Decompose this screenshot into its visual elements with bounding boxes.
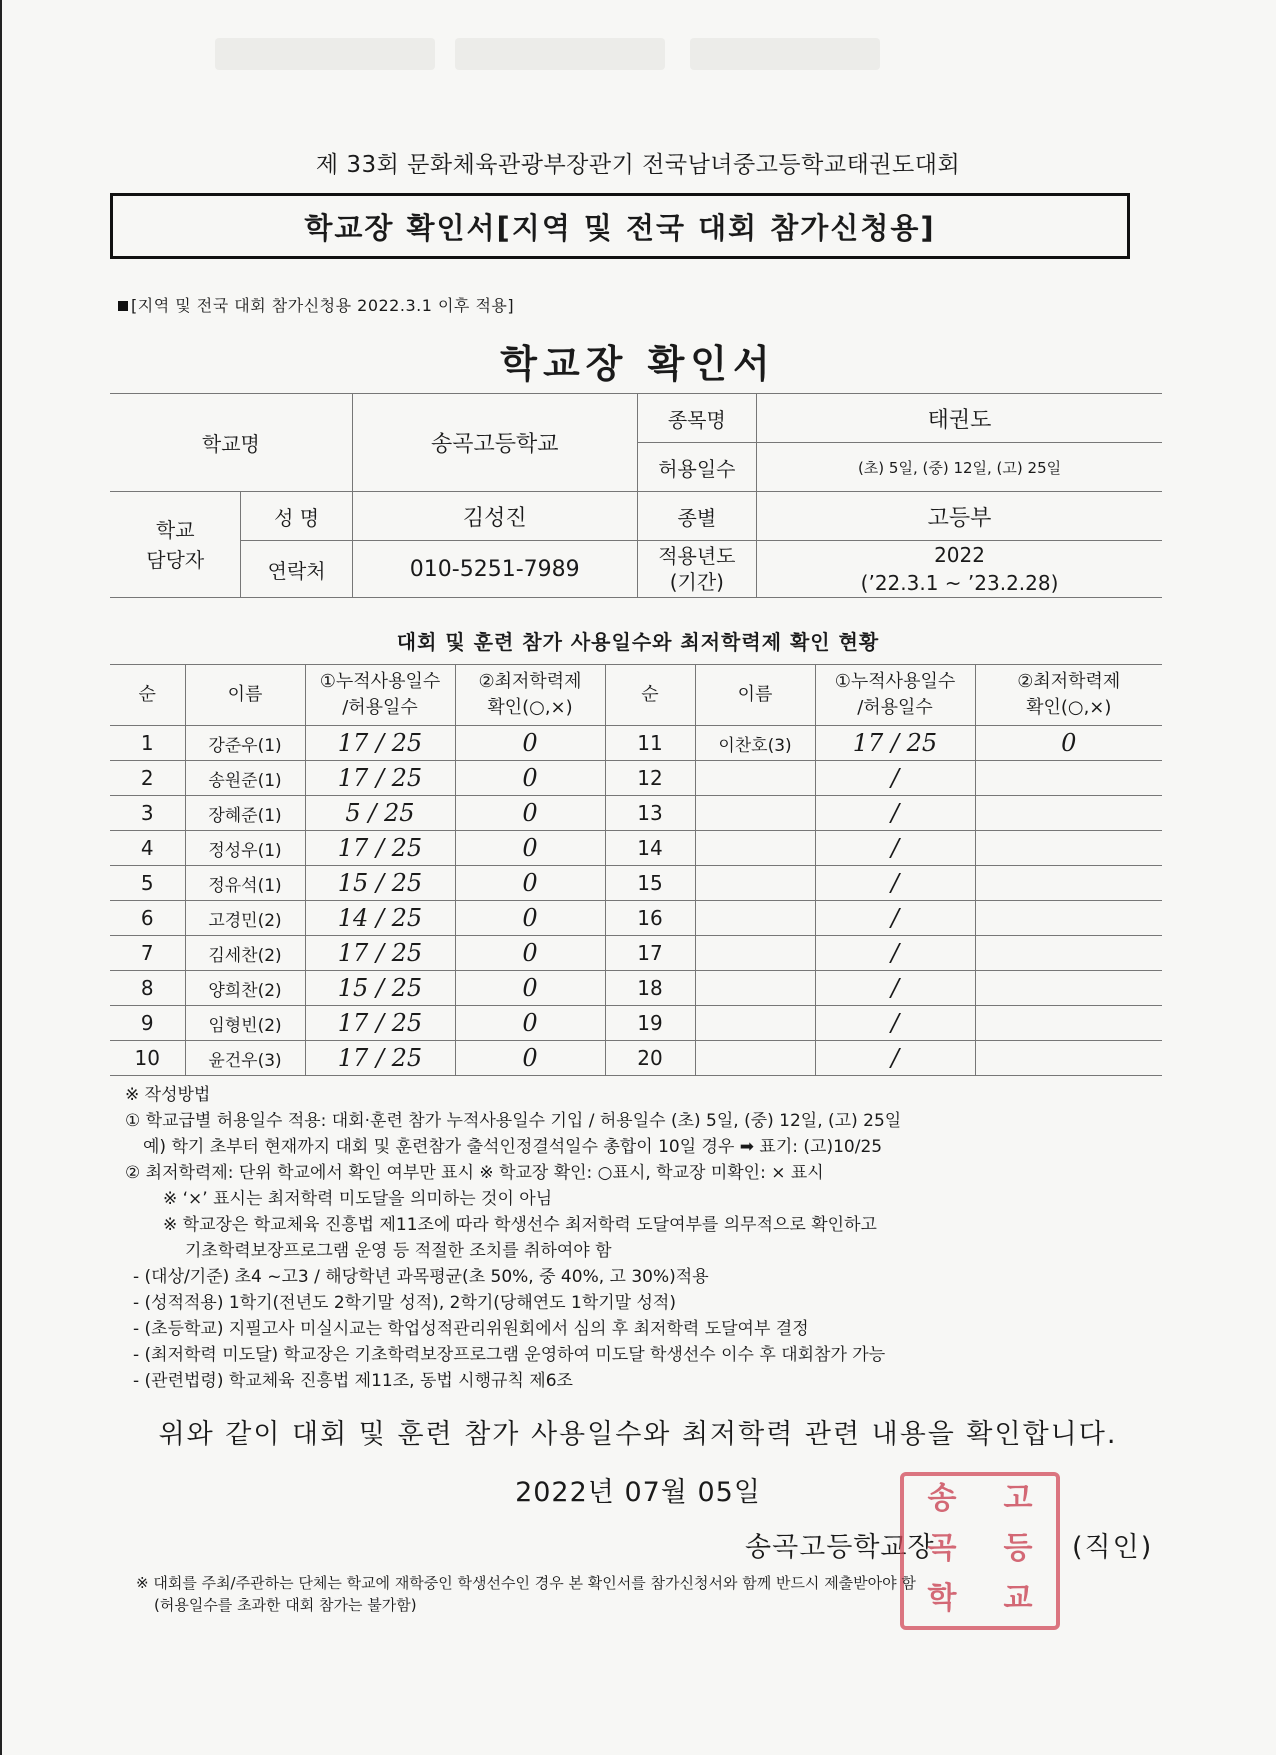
check-handwritten	[975, 936, 1162, 971]
period-label-line-2: (기간)	[669, 570, 724, 594]
note-2c: 기초학력보장프로그램 운영 등 적절한 조치를 취하여야 함	[185, 1241, 612, 1261]
student-name: 송원준(1)	[185, 761, 305, 796]
row-no: 15	[605, 866, 695, 901]
manager-label-line-1: 학교	[155, 517, 195, 542]
check-handwritten: 0	[455, 796, 605, 831]
footnote-line-2: (허용일수를 초과한 대회 참가는 불가함)	[154, 1596, 417, 1614]
student-name: 강준우(1)	[185, 726, 305, 761]
check-handwritten	[975, 796, 1162, 831]
student-name	[695, 866, 815, 901]
col-days-header-line-2: /허용일수	[342, 697, 418, 718]
check-handwritten	[975, 1006, 1162, 1041]
col-name-header: 이름	[185, 665, 305, 726]
check-handwritten: 0	[975, 726, 1162, 761]
check-handwritten: 0	[455, 1041, 605, 1076]
period-range: (’22.3.1 ~ ’23.2.28)	[860, 571, 1059, 595]
note-1: ① 학교급별 허용일수 적용: 대회·훈련 참가 누적사용일수 기입 / 허용일수 (초) 5일, (중) 12일, (고) 25일	[125, 1111, 902, 1131]
form-title-box	[110, 193, 1130, 259]
student-name: 김세찬(2)	[185, 936, 305, 971]
days-handwritten: /	[815, 936, 975, 971]
notice-text: [지역 및 전국 대회 참가신청용 2022.3.1 이후 적용]	[131, 296, 515, 315]
col-check-header-right-line-2: 확인(○,×)	[1026, 697, 1112, 718]
days-handwritten: 17 / 25	[305, 1006, 455, 1041]
col-check-header	[455, 665, 605, 726]
table-row	[110, 726, 1162, 761]
instructions	[125, 1082, 1170, 1394]
check-handwritten: 0	[455, 831, 605, 866]
period-label	[637, 541, 756, 598]
row-no: 19	[605, 1006, 695, 1041]
status-header-row	[110, 665, 1162, 726]
row-no: 7	[110, 936, 185, 971]
seal-char: 곡	[927, 1531, 957, 1566]
note-dash-2: - (성적적용) 1학기(전년도 2학기말 성적), 2학기(당해연도 1학기말 성적)	[133, 1293, 676, 1313]
table-row	[110, 936, 1162, 971]
note-dash-4: - (최저학력 미도달) 학교장은 기초학력보장프로그램 운영하여 미도달 학생선수 이수 후 대회참가 가능	[133, 1345, 886, 1365]
days-handwritten: 15 / 25	[305, 866, 455, 901]
seal-label: (직인)	[1072, 1532, 1154, 1563]
name-value: 김성진	[352, 492, 637, 541]
days-handwritten: 17 / 25	[305, 936, 455, 971]
row-no: 2	[110, 761, 185, 796]
check-handwritten: 0	[455, 901, 605, 936]
student-name	[695, 936, 815, 971]
col-days-header-right	[815, 665, 975, 726]
division-value: 고등부	[757, 492, 1162, 541]
row-no: 18	[605, 971, 695, 1006]
col-check-header-line-2: 확인(○,×)	[487, 697, 573, 718]
student-name	[695, 1006, 815, 1041]
note-dash-1: - (대상/기준) 초4 ~고3 / 해당학년 과목평균(초 50%, 중 40%, 고 30%)적용	[133, 1267, 709, 1287]
name-label: 성 명	[241, 492, 352, 541]
table-row	[110, 761, 1162, 796]
note-dash-3: - (초등학교) 지필고사 미실시교는 학업성적관리위원회에서 심의 후 최저학력 도달여부 결정	[133, 1319, 809, 1339]
division-label: 종별	[637, 492, 756, 541]
seal-char: 등	[1003, 1531, 1033, 1566]
col-check-header-right-line-1: ②최저학력제	[1017, 671, 1121, 692]
allowed-days-value: (초) 5일, (중) 12일, (고) 25일	[757, 443, 1162, 492]
contact-label: 연락처	[241, 541, 352, 598]
check-handwritten	[975, 866, 1162, 901]
notice	[118, 293, 514, 316]
row-no: 12	[605, 761, 695, 796]
student-name: 정성우(1)	[185, 831, 305, 866]
note-2: ② 최저학력제: 단위 학교에서 확인 여부만 표시 ※ 학교장 확인: ○표시, 학교장 미확인: × 표시	[125, 1163, 824, 1183]
row-no: 9	[110, 1006, 185, 1041]
year-value: 2022	[934, 543, 985, 567]
days-handwritten: /	[815, 866, 975, 901]
seal-char: 교	[1003, 1581, 1033, 1616]
check-handwritten: 0	[455, 866, 605, 901]
student-name: 임형빈(2)	[185, 1006, 305, 1041]
student-name: 정유석(1)	[185, 866, 305, 901]
student-name	[695, 1041, 815, 1076]
col-name-header-right: 이름	[695, 665, 815, 726]
student-name	[695, 971, 815, 1006]
signer-name: 송곡고등학교장	[745, 1532, 935, 1563]
table-row	[110, 831, 1162, 866]
note-2a: ※ ‘×’ 표시는 최저학력 미도달을 의미하는 것이 아님	[163, 1189, 553, 1209]
row-no: 6	[110, 901, 185, 936]
row-no: 3	[110, 796, 185, 831]
footnote-line-1: ※ 대회를 주최/주관하는 단체는 학교에 재학중인 학생선수인 경우 본 확인서를 참가신청서와 함께 반드시 제출받아야 함	[136, 1574, 916, 1592]
scan-smudge	[455, 38, 665, 70]
row-no: 17	[605, 936, 695, 971]
col-no-header-right: 순	[605, 665, 695, 726]
row-no: 5	[110, 866, 185, 901]
period-value	[757, 541, 1162, 598]
allowed-days-label: 허용일수	[637, 443, 756, 492]
table-row	[110, 1041, 1162, 1076]
days-handwritten: 17 / 25	[305, 1041, 455, 1076]
issue-date: 2022년 07월 05일	[515, 1477, 761, 1508]
footnote	[136, 1572, 1176, 1616]
student-name	[695, 901, 815, 936]
row-no: 1	[110, 726, 185, 761]
col-days-header	[305, 665, 455, 726]
table-row	[110, 866, 1162, 901]
check-handwritten: 0	[455, 971, 605, 1006]
days-handwritten: 5 / 25	[305, 796, 455, 831]
info-table	[110, 393, 1162, 598]
table-row	[110, 971, 1162, 1006]
days-handwritten: /	[815, 971, 975, 1006]
days-handwritten: 17 / 25	[815, 726, 975, 761]
days-handwritten: /	[815, 1006, 975, 1041]
check-handwritten	[975, 831, 1162, 866]
row-no: 20	[605, 1041, 695, 1076]
student-name	[695, 761, 815, 796]
student-name: 고경민(2)	[185, 901, 305, 936]
note-1-example: 예) 학기 초부터 현재까지 대회 및 훈련참가 출석인정결석일수 총합이 10일 경우 ➡ 표기: (고)10/25	[143, 1137, 883, 1157]
main-title: 학교장 확인서	[500, 342, 776, 386]
student-name	[695, 796, 815, 831]
check-handwritten	[975, 901, 1162, 936]
confirmation-statement: 위와 같이 대회 및 훈련 참가 사용일수와 최저학력 관련 내용을 확인합니다.	[158, 1419, 1118, 1450]
days-handwritten: 15 / 25	[305, 971, 455, 1006]
seal-char: 학	[927, 1581, 957, 1616]
check-handwritten: 0	[455, 936, 605, 971]
row-no: 10	[110, 1041, 185, 1076]
seal-char: 고	[1003, 1481, 1033, 1516]
row-no: 14	[605, 831, 695, 866]
sport-label: 종목명	[637, 394, 756, 443]
col-check-header-line-1: ②최저학력제	[478, 671, 582, 692]
note-dash-5: - (관련법령) 학교체육 진흥법 제11조, 동법 시행규칙 제6조	[133, 1371, 573, 1391]
row-no: 16	[605, 901, 695, 936]
contact-value: 010-5251-7989	[352, 541, 637, 598]
student-name: 이찬호(3)	[695, 726, 815, 761]
status-table	[110, 664, 1162, 1076]
seal-char: 송	[927, 1481, 957, 1516]
days-handwritten: /	[815, 831, 975, 866]
school-name: 송곡고등학교	[352, 394, 637, 492]
days-handwritten: 17 / 25	[305, 761, 455, 796]
col-days-header-right-line-2: /허용일수	[857, 697, 933, 718]
days-handwritten: 17 / 25	[305, 726, 455, 761]
manager-label-line-2: 담당자	[146, 547, 205, 572]
table-row	[110, 796, 1162, 831]
days-handwritten: /	[815, 901, 975, 936]
table-row	[110, 901, 1162, 936]
row-no: 8	[110, 971, 185, 1006]
check-handwritten: 0	[455, 761, 605, 796]
square-bullet-icon	[118, 301, 128, 311]
col-days-header-right-line-1: ①누적사용일수	[834, 671, 956, 692]
row-no: 11	[605, 726, 695, 761]
sport-value: 태권도	[757, 394, 1162, 443]
competition-title: 제 33회 문화체육관광부장관기 전국남녀중고등학교태권도대회	[315, 152, 961, 178]
row-no: 13	[605, 796, 695, 831]
form-title: 학교장 확인서[지역 및 전국 대회 참가신청용]	[304, 210, 936, 245]
student-name	[695, 831, 815, 866]
note-2b: ※ 학교장은 학교체육 진흥법 제11조에 따라 학생선수 최저학력 도달여부를 의무적으로 확인하고	[163, 1215, 877, 1235]
check-handwritten	[975, 1041, 1162, 1076]
scan-smudge	[215, 38, 435, 70]
days-handwritten: /	[815, 1041, 975, 1076]
check-handwritten: 0	[455, 1006, 605, 1041]
row-no: 4	[110, 831, 185, 866]
days-handwritten: 14 / 25	[305, 901, 455, 936]
scan-smudge	[690, 38, 880, 70]
check-handwritten: 0	[455, 726, 605, 761]
check-handwritten	[975, 971, 1162, 1006]
student-name: 장혜준(1)	[185, 796, 305, 831]
period-label-line-1: 적용년도	[658, 544, 736, 568]
days-handwritten: 17 / 25	[305, 831, 455, 866]
col-days-header-line-1: ①누적사용일수	[319, 671, 441, 692]
status-title: 대회 및 훈련 참가 사용일수와 최저학력제 확인 현황	[396, 630, 880, 654]
student-name: 양희찬(2)	[185, 971, 305, 1006]
days-handwritten: /	[815, 761, 975, 796]
table-row	[110, 1006, 1162, 1041]
notes-heading: ※ 작성방법	[125, 1085, 211, 1105]
check-handwritten	[975, 761, 1162, 796]
manager-label	[110, 492, 241, 598]
col-no-header: 순	[110, 665, 185, 726]
school-label: 학교명	[110, 394, 352, 492]
col-check-header-right	[975, 665, 1162, 726]
days-handwritten: /	[815, 796, 975, 831]
student-name: 윤건우(3)	[185, 1041, 305, 1076]
